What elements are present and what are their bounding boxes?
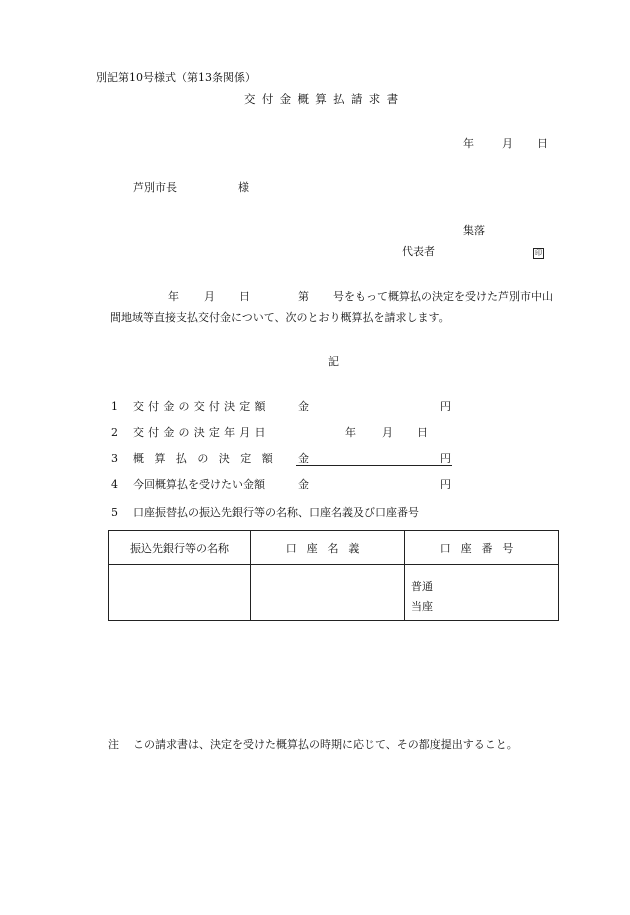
item-kin: 金: [298, 452, 309, 465]
ki-heading: 記: [328, 355, 339, 368]
item-number: 1: [111, 400, 118, 413]
item-number: 5: [111, 506, 118, 519]
representative-label: 代表者: [402, 245, 435, 258]
header-bank-name: 振込先銀行等の名称: [109, 531, 251, 565]
item-number: 4: [111, 478, 118, 491]
account-type-current: 当座: [411, 600, 433, 613]
item-kin: 金: [298, 400, 309, 413]
item-number: 3: [111, 452, 118, 465]
item-label: 概算払の決定額: [133, 452, 284, 465]
item-year: 年: [345, 426, 356, 439]
amount-underline: [296, 465, 452, 466]
body-line1: 号をもって概算払の決定を受けた芦別市中山: [333, 290, 553, 303]
body-day: 日: [239, 290, 250, 303]
body-line2: 間地域等直接支払交付金について、次のとおり概算払を請求します。: [110, 311, 450, 324]
item-kin: 金: [298, 478, 309, 491]
header-account-holder: 口座名義: [251, 531, 405, 565]
note-prefix: 注: [108, 738, 119, 751]
item-yen: 円: [440, 400, 451, 413]
form-label: 別記第10号様式（第13条関係）: [96, 71, 256, 84]
body-year: 年: [168, 290, 179, 303]
seal-mark: [533, 246, 544, 259]
seal-icon: 印: [535, 249, 542, 257]
bank-name-cell[interactable]: [109, 565, 251, 621]
item-label: 交付金の決定年月日: [133, 426, 270, 439]
item-number: 2: [111, 426, 118, 439]
item-label: 今回概算払を受けたい金額: [133, 478, 265, 491]
date-year: 年: [463, 137, 474, 150]
account-number-cell[interactable]: [405, 565, 559, 621]
addressee-honorific: 様: [238, 181, 249, 194]
group-label: 集落: [463, 224, 485, 237]
item-day: 日: [417, 426, 428, 439]
body-number-prefix: 第: [298, 290, 309, 303]
date-day: 日: [537, 137, 548, 150]
account-holder-cell[interactable]: [251, 565, 405, 621]
bank-account-table: [108, 530, 559, 621]
document-title: 交付金概算払請求書: [244, 92, 405, 106]
item-label: 口座振替払の振込先銀行等の名称、口座名義及び口座番号: [133, 506, 419, 519]
account-type-ordinary: 普通: [411, 580, 433, 593]
header-account-number: 口座番号: [405, 531, 559, 565]
item-month: 月: [382, 426, 393, 439]
body-month: 月: [204, 290, 215, 303]
date-month: 月: [502, 137, 513, 150]
item-yen: 円: [440, 478, 451, 491]
note-text: この請求書は、決定を受けた概算払の時期に応じて、その都度提出すること。: [133, 738, 518, 751]
addressee-name: 芦別市長: [133, 181, 177, 194]
item-yen: 円: [440, 452, 451, 465]
item-label: 交付金の交付決定額: [133, 400, 270, 413]
